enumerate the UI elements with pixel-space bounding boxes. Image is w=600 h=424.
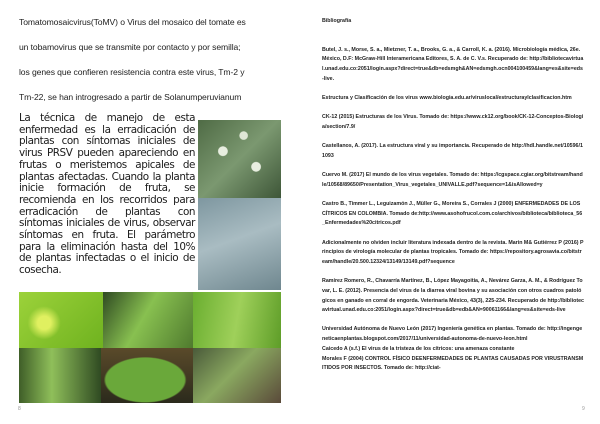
reference: Universidad Autónoma de Nuevo León (2017) Ingeniería genética en plantas. Tomado de: http://ingengeneticaenplantas.blogspot.com/2017/11/universidad-autonoma-de-nuevo-leon.html Caicedo A (s.f.) El virus de la tristeza de los cítricos: una amenaza constante Morales F (2004) CONTROL FÍSICO DEENFERMEDADES DE PLANTAS CAUSADAS POR VIRUSTRANSMITIDOS POR INSECTOS. Tomado de: http://ciat- <box>322 326 584 372</box>
plant-shoot-photo <box>103 292 193 348</box>
bibliography <box>322 17 584 383</box>
intro-line: Tm-22, se han introgresado a partir de Solanumperuvianum <box>19 92 242 102</box>
reference: Cuervo M. (2017) El mundo de los virus vegetales. Tomado de: https://cgspace.cgiar.org/bitstream/handle/10568/89650/Presentation_Virus_vegetales_UNIVALLE.pdf?sequence=1&isAllowed=y <box>322 172 583 188</box>
mosaic-leaf-photo <box>19 292 103 348</box>
fruit-photo <box>101 348 193 403</box>
reference: Castellanos, A. (2017). La estructura viral y su importancia. Recuperado de http://hdl.handle.net/10596/11093 <box>322 143 583 159</box>
distorted-leaf-photo <box>193 292 281 348</box>
bibliography-title: Bibliografía <box>322 18 352 24</box>
stem-photo <box>19 348 101 403</box>
page-number: 9 <box>582 406 585 412</box>
intro-line: un tobamovirus que se transmite por contacto y por semilla; <box>19 42 241 52</box>
intro-line: los genes que confieren resistencia contra este virus, Tm-2 y <box>19 67 245 77</box>
management-paragraph: La técnica de manejo de esta enfermedad es la erradicación de plantas con síntomas iniciales de virus PRSV pueden apareciendo en frutas o meristemos apicales de plantas afectadas. Cuando la planta inicie formación de fruta, se recomienda en los recorridos para erradicación de plantas con síntomas iniciales de virus, observar síntomas en fruta. El parámetro para la eliminación hasta del 10% de plantas infectadas o el inicio de cosecha. <box>19 112 195 277</box>
leaf-underside-photo <box>198 198 281 290</box>
reference: Adicionalmente no olviden incluir literatura indexada dentro de la revista. Marin M& Gutiérrez P (2016) Principios de virología molecular de plantas tropicales. Tomado de: https://repository.agrosavia.co/bitstream/handle/20.500.12324/13149/13149.pdf?sequence <box>322 239 584 265</box>
page-number: 8 <box>18 406 21 412</box>
whitefly-photo <box>198 120 281 198</box>
reference: Castro B., Timmer L., Leguizamón J., Müller G., Moreira S., Corrales J (2000) ENFERMEDADES DE LOS CÍTRICOS EN COLOMBIA. Tomado de:http://www.asohofrucol.com.co/archivos/biblioteca/biblioteca_56_Enfermedades%20citricos.pdf <box>322 200 583 227</box>
vine-photo <box>193 348 281 403</box>
reference: Ramírez Romero, R., Chavarría Martínez, B., López Mayagoitia, A., Nevárez Garza, A. M., & Rodríguez Tovar, L. E. (2012). Presencia del virus de la diarrea viral bovina y su asociación con otros cuadros patológicos en ganado en corral de engorda. Veterinaria México, 43(3), 225-234. Recuperado de http://bibliotecavirtual.unad.edu.co:2051/login.aspx?direct=true&db=edb&AN=90061166&lang=es&site=eds-live <box>322 278 584 314</box>
reference: Estructura y Clasificación de los virus www.biologia.edu.ar/viruslocal/estructuraylclasificacion.htm <box>322 95 572 102</box>
intro-line: Tomatomosaicvirus(ToMV) o Virus del mosaico del tomate es <box>19 17 246 27</box>
reference: CK-12 (2015) Estructuras de los Virus. Tomado de: https://www.ck12.org/book/CK-12-Conceptos-Biologia/section/7.9/ <box>322 114 584 130</box>
reference: Butel, J. s., Morse, S. a., Mietzner, T. a., Brooks, G. a., & Carroll, K. a. (2016). Microbiología médica, 26e. México, D.F: McGraw-Hill Interamericana Editores, S. A. de C. V.s. Recuperado de: http://bibliotecavirtual.unad.edu.co:2051/login.aspx?direct=true&db=edsmgh&AN=edsmgh.ocn004100459&lang=es&site=eds-live. <box>322 46 584 82</box>
